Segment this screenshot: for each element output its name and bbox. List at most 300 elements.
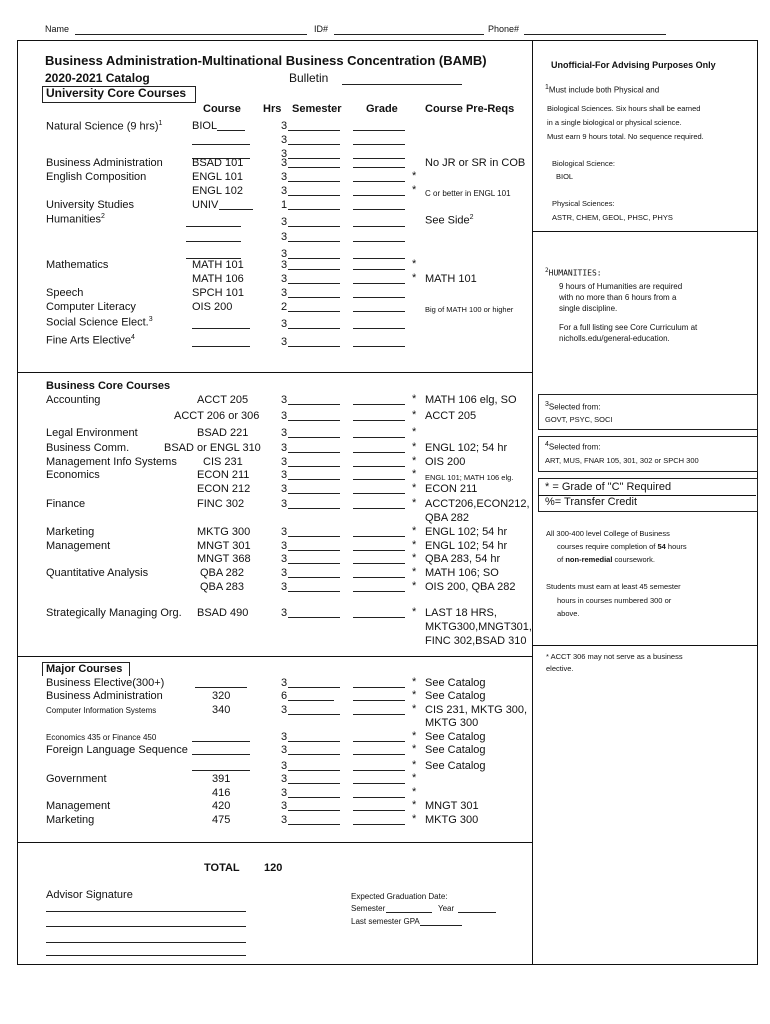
semester-field[interactable] [288,404,340,405]
grade-field[interactable] [353,577,405,578]
note1-line-d: Must earn 9 hours total. No sequence required. [547,132,704,141]
row-hours: 3 [281,787,288,799]
row-hours: 3 [281,760,288,772]
course-field[interactable] [186,241,241,242]
foreign-prereq-1: See Catalog [425,744,486,756]
grade-field[interactable] [353,144,405,145]
course-field[interactable] [186,226,241,227]
id-field[interactable] [334,34,484,35]
row-hours: 3 [281,744,288,756]
semester-field[interactable] [288,783,340,784]
math101-course: MATH 101 [192,259,244,271]
gpa-field[interactable] [420,925,462,926]
n340-course: 340 [212,704,231,716]
page-title: Business Administration-Multinational Business Concentration (BAMB) [45,53,487,68]
grade-field[interactable] [353,195,405,196]
sem-line-b: hours in courses numbered 300 or [557,596,672,605]
univ-core-heading: University Core Courses [46,86,187,100]
semester-field[interactable] [288,550,340,551]
row-hours: 3 [281,248,288,260]
name-field[interactable] [75,34,307,35]
advisor-line-1[interactable] [46,911,246,912]
course-field[interactable] [192,346,250,347]
required-star: * [412,703,417,715]
grade-field[interactable] [353,328,405,329]
row-hours: 3 [281,336,288,348]
unofficial-note: Unofficial-For Advising Purposes Only [551,60,716,70]
acct-note-a: * ACCT 306 may not serve as a business [546,652,683,661]
course-field[interactable] [192,770,250,771]
grade-field[interactable] [353,452,405,453]
grade-field[interactable] [353,297,405,298]
row-hours: 3 [281,171,288,183]
note2-title: $^2$HUMANITIES: [545,267,602,278]
note4-line-a: $^4$Selected from: [545,441,601,452]
bio-label: Biological Science: [552,159,615,168]
semester-field[interactable] [288,181,340,182]
n320-prereq: See Catalog [425,690,486,702]
semester-field[interactable] [288,687,340,688]
semester-field[interactable] [288,437,340,438]
mngt301-prereq: ENGL 102; 54 hr [425,540,508,552]
grade-field[interactable] [353,700,405,701]
required-star: * [412,258,417,270]
row-hours: 3 [281,394,288,406]
required-star: * [412,759,417,771]
grade-field[interactable] [353,167,405,168]
sem-line-a: Students must earn at least 45 semester [546,582,681,591]
required-star: * [412,676,417,688]
spch101-course: SPCH 101 [192,287,244,299]
required-star: * [412,393,417,405]
grade-field[interactable] [353,420,405,421]
qba283-course: QBA 283 [200,581,245,593]
row-hours: 3 [281,456,288,468]
row-hours: 3 [281,567,288,579]
note2-line-d: For a full listing see Core Curriculum at [559,323,698,332]
row-hours: 3 [281,273,288,285]
finearts-label: Fine Arts Elective$^4$ [46,334,135,347]
univstud-label: University Studies [46,199,135,211]
humanities-label: Humanities$^2$ [46,213,105,226]
grade-field[interactable] [353,591,405,592]
required-star: * [412,730,417,742]
note2-line-b: with no more than 6 hours from a [559,293,677,302]
semester-field[interactable] [288,754,340,755]
finc302-course: FINC 302 [197,498,245,510]
bsad490-prereq-b: MKTG300,MNGT301, [425,621,532,633]
grade-field[interactable] [353,741,405,742]
grade-field[interactable] [353,158,405,159]
semester-field[interactable] [288,797,340,798]
total-value: 120 [264,862,283,874]
grade-field[interactable] [353,241,405,242]
bus-elec-label: Business Elective(300+) [46,677,165,689]
col-grade: Grade [366,103,398,115]
n340-prereq-b: MKTG 300 [425,717,479,729]
cob-line-b: courses require completion of 54 hours [557,542,687,551]
engl101-course: ENGL 101 [192,171,243,183]
semester-field[interactable] [288,493,340,494]
section-divider-3 [17,842,532,843]
grade-field[interactable] [353,479,405,480]
required-star: * [412,409,417,421]
biol-course: BIOL [192,120,218,132]
acct205-course: ACCT 205 [197,394,249,406]
phone-label: Phone# [488,24,520,34]
marketing-label: Marketing [46,526,95,538]
mkt-label: Marketing [46,814,95,826]
row-hours: 3 [281,607,288,619]
semester-field[interactable] [288,452,340,453]
econ-fin-label: Economics 435 or Finance 450 [46,733,157,742]
grade-field[interactable] [353,130,405,131]
grade-field[interactable] [353,508,405,509]
semester-field[interactable] [288,741,340,742]
year-field[interactable] [458,912,496,913]
required-star: * [412,482,417,494]
univ-number-field[interactable] [219,209,253,210]
note2-line-e: nicholls.edu/general-education. [559,334,670,343]
acct-note-b: elective. [546,664,574,673]
semester-field[interactable] [288,508,340,509]
row-hours: 3 [281,185,288,197]
advisor-line-2[interactable] [46,926,246,927]
course-field[interactable] [192,144,250,145]
semester-field[interactable] [288,241,340,242]
row-hours: 3 [281,677,288,689]
engl102-prereq: C or better in ENGL 101 [425,189,511,198]
semester-field[interactable] [288,824,340,825]
advisor-line-4[interactable] [46,955,246,956]
required-star: * [412,606,417,618]
math106-prereq: MATH 101 [425,273,477,285]
grade-field[interactable] [353,714,405,715]
bsad490-prereq-c: FINC 302,BSAD 310 [425,635,527,647]
n475-prereq: MKTG 300 [425,814,479,826]
bsad310-course: BSAD or ENGL 310 [164,442,261,454]
grade-field[interactable] [353,783,405,784]
right-divider-1 [532,231,758,232]
required-star: * [412,689,417,701]
mngt368-course: MNGT 368 [197,553,251,565]
cob-line-c: of non-remedial coursework. [557,555,655,564]
bcore-heading: Business Core Courses [46,380,171,392]
mgmt-label: Management [46,800,111,812]
grade-field[interactable] [353,536,405,537]
course-field[interactable] [192,754,250,755]
required-star: * [412,743,417,755]
right-divider-2 [532,645,758,646]
note4-line-b: ART, MUS, FNAR 105, 301, 302 or SPCH 300 [545,456,699,465]
bsad221-course: BSAD 221 [197,427,249,439]
required-star: * [412,580,417,592]
required-star: * [412,455,417,467]
required-star: * [412,441,417,453]
row-hours: 3 [281,120,288,132]
course-field[interactable] [195,687,247,688]
row-hours: 3 [281,526,288,538]
grade-field[interactable] [353,311,405,312]
note1-line-b: Biological Sciences. Six hours shall be earned [547,104,701,113]
catalog-label: 2020-2021 Catalog [45,71,150,85]
semester-field[interactable] [288,130,340,131]
bus-elec-prereq: See Catalog [425,677,486,689]
semester-field[interactable] [386,912,432,913]
col-hrs: Hrs [263,103,282,115]
bsad310-prereq: ENGL 102; 54 hr [425,442,508,454]
required-star: * [412,772,417,784]
grade-field[interactable] [353,346,405,347]
mngt301-course: MNGT 301 [197,540,251,552]
sem-line-c: above. [557,609,580,618]
grade-field[interactable] [353,617,405,618]
row-hours: 3 [281,216,288,228]
grade-field[interactable] [353,437,405,438]
semester-field[interactable] [288,311,340,312]
semester-field[interactable] [288,209,340,210]
bsad101-prereq: No JR or SR in COB [425,157,526,169]
course-field[interactable] [192,741,250,742]
required-star: * [412,552,417,564]
semester-field[interactable] [288,258,340,259]
grade-field[interactable] [353,226,405,227]
semester-field[interactable] [288,617,340,618]
required-star: * [412,170,417,182]
semester-field[interactable] [288,466,340,467]
economics-label: Economics [46,469,100,481]
engl102-course: ENGL 102 [192,185,243,197]
semester-field[interactable] [288,563,340,564]
bulletin-label: Bulletin [289,71,329,85]
advisor-line-3[interactable] [46,942,246,943]
semester-field[interactable] [288,700,334,701]
econ212-prereq: ECON 211 [425,483,478,495]
note2-line-a: 9 hours of Humanities are required [559,282,683,291]
econ-fin-prereq: See Catalog [425,731,486,743]
col-prereqs: Course Pre-Reqs [425,103,515,115]
cob-line-a: All 300-400 level College of Business [546,529,670,538]
mktg300-course: MKTG 300 [197,526,251,538]
row-hours: 3 [281,442,288,454]
required-star: * [412,799,417,811]
bsad490-prereq-a: LAST 18 HRS, [425,607,497,619]
semester-field[interactable] [288,810,340,811]
engcomp-label: English Composition [46,171,147,183]
semester-label: Semester [351,904,386,913]
ois200-course: OIS 200 [192,301,233,313]
bsad490-course: BSAD 490 [197,607,249,619]
econ211-course: ECON 211 [197,469,250,481]
socsci-label: Social Science Elect.$^3$ [46,316,153,329]
name-label: Name [45,24,70,34]
semester-field[interactable] [288,144,340,145]
required-star: * [412,539,417,551]
required-star: * [412,468,417,480]
semester-field[interactable] [288,591,340,592]
note2-line-c: single discipline. [559,304,618,313]
busadmin-major-label: Business Administration [46,690,163,702]
acct205-prereq: MATH 106 elg, SO [425,394,517,406]
semester-field[interactable] [288,714,340,715]
note3-box [538,394,758,430]
qba282-course: QBA 282 [200,567,245,579]
mis-label: Management Info Systems [46,456,177,468]
bulletin-field[interactable] [342,84,462,85]
semester-field[interactable] [288,158,340,159]
grade-field[interactable] [353,181,405,182]
accounting-label: Accounting [46,394,101,406]
econ212-course: ECON 212 [197,483,251,495]
semester-field[interactable] [288,269,340,270]
semester-field[interactable] [288,297,340,298]
biol-number-field[interactable] [217,130,245,131]
row-hours: 3 [281,814,288,826]
row-hours: 3 [281,498,288,510]
phys-value: ASTR, CHEM, GEOL, PHSC, PHYS [552,213,673,222]
gpa-label: Last semester GPA [351,917,420,926]
bio-value: BIOL [556,172,574,181]
grad-date-label: Expected Graduation Date: [351,892,448,901]
row-hours: 3 [281,469,288,481]
col-semester: Semester [292,103,342,115]
n340-prereq-a: CIS 231, MKTG 300, [425,704,528,716]
bsad101-course: BSAD 101 [192,157,244,169]
row-hours: 3 [281,773,288,785]
legend-grade: * = Grade of "C" Required [545,481,672,493]
required-star: * [412,272,417,284]
row-hours: 3 [281,731,288,743]
advisor-label: Advisor Signature [46,889,133,901]
grade-field[interactable] [353,269,405,270]
finance-label: Finance [46,498,86,510]
math106-course: MATH 106 [192,273,244,285]
row-hours: 3 [281,800,288,812]
year-label: Year [438,904,455,913]
management-label: Management [46,540,111,552]
row-hours: 3 [281,704,288,716]
quant-label: Quantitative Analysis [46,567,149,579]
finc302-prereq-a: ACCT206,ECON212, [425,498,530,510]
semester-field[interactable] [288,226,340,227]
grade-field[interactable] [353,493,405,494]
row-hours: 3 [281,427,288,439]
n420-prereq: MNGT 301 [425,800,479,812]
speech-label: Speech [46,287,84,299]
col-course: Course [203,103,241,115]
row-hours: 3 [281,483,288,495]
humanities-prereq: See Side$^2$ [425,214,474,227]
qba283-prereq: OIS 200, QBA 282 [425,581,516,593]
cis-label: Computer Information Systems [46,706,157,715]
note3-line-b: GOVT, PSYC, SOCI [545,415,613,424]
required-star: * [412,426,417,438]
grade-field[interactable] [353,810,405,811]
semester-field[interactable] [288,770,340,771]
semester-field[interactable] [288,195,340,196]
qba282-prereq: MATH 106; SO [425,567,499,579]
note3-line-a: $^3$Selected from: [545,401,601,412]
math-label: Mathematics [46,259,109,271]
row-hours: 3 [281,540,288,552]
cis231-prereq: OIS 200 [425,456,466,468]
semester-field[interactable] [288,420,340,421]
row-hours: 3 [281,134,288,146]
required-star: * [412,786,417,798]
section-divider-2 [17,656,532,657]
grade-field[interactable] [353,404,405,405]
grade-field[interactable] [353,797,405,798]
row-hours: 3 [281,553,288,565]
row-hours: 3 [281,148,288,160]
buscomm-label: Business Comm. [46,442,130,454]
row-hours: 3 [281,581,288,593]
section-divider-1 [17,372,532,373]
complit-label: Computer Literacy [46,301,136,313]
row-hours: 1 [281,199,288,211]
row-hours: 3 [281,231,288,243]
row-hours: 2 [281,301,288,313]
legend-transfer: %= Transfer Credit [545,496,638,508]
semester-field[interactable] [288,328,340,329]
grade-field[interactable] [353,209,405,210]
semester-field[interactable] [288,346,340,347]
acct206-course: ACCT 206 or 306 [174,410,260,422]
row-hours: 3 [281,259,288,271]
grade-field[interactable] [353,283,405,284]
strat-label: Strategically Managing Org. [46,607,182,619]
required-star: * [412,525,417,537]
total-label: TOTAL [204,862,240,874]
semester-field[interactable] [288,479,340,480]
semester-field[interactable] [288,283,340,284]
semester-field[interactable] [288,167,340,168]
grade-field[interactable] [353,824,405,825]
grade-field[interactable] [353,563,405,564]
required-star: * [412,813,417,825]
n475-course: 475 [212,814,231,826]
grade-field[interactable] [353,754,405,755]
semester-field[interactable] [288,577,340,578]
finc302-prereq-b: QBA 282 [425,512,470,524]
n391-course: 391 [212,773,231,785]
busadmin-label: Business Administration [46,157,163,169]
grade-field[interactable] [353,770,405,771]
grade-field[interactable] [353,466,405,467]
note1-line-c: in a single biological or physical science. [547,118,682,127]
column-divider [532,40,533,965]
univ-course: UNIV [192,199,219,211]
id-label: ID# [314,24,329,34]
grade-field[interactable] [353,258,405,259]
cis231-course: CIS 231 [203,456,243,468]
course-field[interactable] [192,328,250,329]
mktg300-prereq: ENGL 102; 54 hr [425,526,508,538]
row-hours: 3 [281,157,288,169]
econ211-prereq: ENGL 101; MATH 106 elg. [425,473,514,482]
legal-label: Legal Environment [46,427,138,439]
semester-field[interactable] [288,536,340,537]
natsci-label: Natural Science (9 hrs)$^1$ [46,120,163,133]
row-hours: 6 [281,690,288,702]
phone-field[interactable] [524,34,666,35]
grade-field[interactable] [353,550,405,551]
required-star: * [412,566,417,578]
govt-label: Government [46,773,107,785]
required-star: * [412,497,417,509]
ois200-prereq: Big of MATH 100 or higher [425,305,514,314]
grade-field[interactable] [353,687,405,688]
